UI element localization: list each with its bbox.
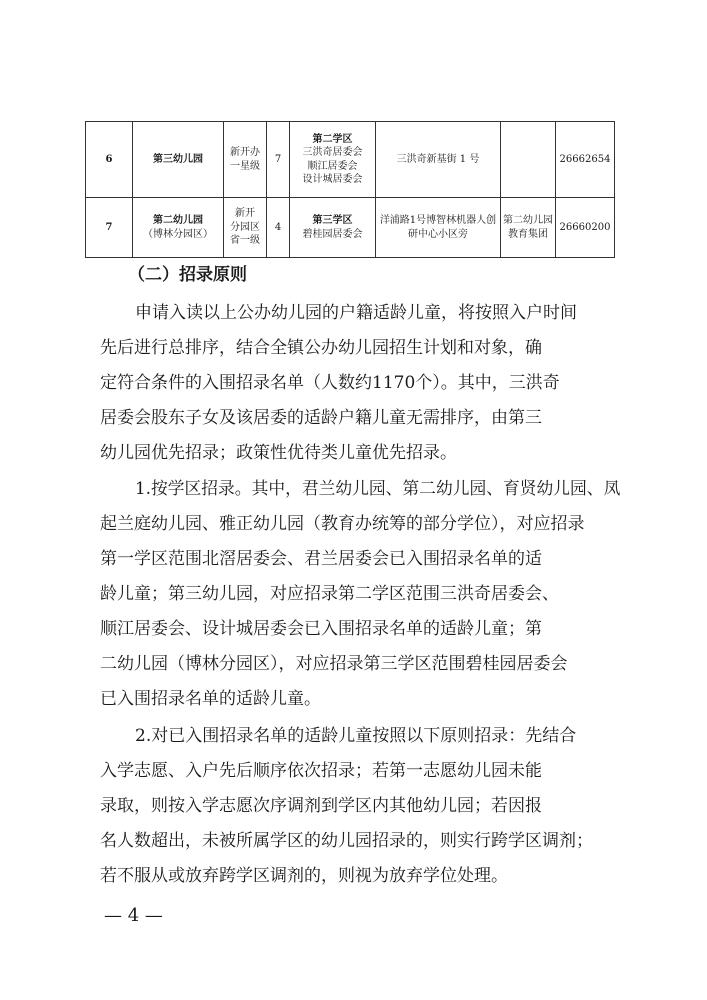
organization: 第二幼儿园 教育集团 <box>501 198 556 258</box>
phone-number: 26660200 <box>556 198 615 258</box>
section-heading: （二）招录原则 <box>128 265 247 285</box>
paragraph-line: 入学志愿、入户先后顺序依次招录；若第一志愿幼儿园未能 <box>100 761 542 781</box>
class-count: 4 <box>267 198 290 258</box>
address: 三洪奇新基街 1 号 <box>376 122 501 198</box>
organization <box>501 122 556 198</box>
grade-level: 新开 分园区 省一级 <box>224 198 267 258</box>
school-zone: 第二学区 三洪奇居委会 顺江居委会 设计城居委会 <box>290 122 376 198</box>
school-zone: 第三学区 碧桂园居委会 <box>290 198 376 258</box>
paragraph-line: 已入围招录名单的适龄儿童。 <box>100 689 321 709</box>
row-number: 7 <box>86 198 133 258</box>
paragraph-line: 顺江居委会、设计城居委会已入围招录名单的适龄儿童；第 <box>100 619 542 639</box>
paragraph-line: 1.按学区招录。其中，君兰幼儿园、第二幼儿园、育贤幼儿园、凤 <box>135 479 621 499</box>
table-row <box>86 198 615 258</box>
paragraph-line: 录取，则按入学志愿次序调剂到学区内其他幼儿园；若因报 <box>100 796 542 816</box>
row-number: 6 <box>86 122 133 198</box>
paragraph-line: 起兰庭幼儿园、雅正幼儿园（教育办统筹的部分学位），对应招录 <box>100 514 585 534</box>
grade-level: 新开办 一星级 <box>224 122 267 198</box>
paragraph-line: 若不服从或放弃跨学区调剂的，则视为放弃学位处理。 <box>100 866 508 886</box>
paragraph-line: 定符合条件的入围招录名单（人数约1170个）。其中，三洪奇 <box>100 373 560 393</box>
paragraph-line: 名人数超出，未被所属学区的幼儿园招录的，则实行跨学区调剂； <box>100 831 593 851</box>
page-number: — 4 — <box>104 905 163 926</box>
paragraph-line: 第一学区范围北滘居委会、君兰居委会已入围招录名单的适 <box>100 549 542 569</box>
paragraph-line: 申请入读以上公办幼儿园的户籍适龄儿童，将按照入户时间 <box>135 303 577 323</box>
class-count: 7 <box>267 122 290 198</box>
address: 洋浦路1号博智林机器人创 研中心小区旁 <box>376 198 501 258</box>
paragraph-line: 居委会股东子女及该居委的适龄户籍儿童无需排序，由第三 <box>100 408 542 428</box>
kindergarten-name: 第二幼儿园 （博林分园区） <box>133 198 224 258</box>
phone-number: 26662654 <box>556 122 615 198</box>
paragraph-line: 2.对已入围招录名单的适龄儿童按照以下原则招录：先结合 <box>135 726 577 746</box>
kindergarten-name: 第三幼儿园 <box>133 122 224 198</box>
paragraph-line: 二幼儿园（博林分园区），对应招录第三学区范围碧桂园居委会 <box>100 654 568 674</box>
paragraph-line: 先后进行总排序，结合全镇公办幼儿园招生计划和对象，确 <box>100 338 542 358</box>
kindergarten-table <box>85 121 615 258</box>
paragraph-line: 龄儿童；第三幼儿园，对应招录第二学区范围三洪奇居委会、 <box>100 584 559 604</box>
paragraph-line: 幼儿园优先招录；政策性优待类儿童优先招录。 <box>100 443 457 463</box>
table-row <box>86 122 615 198</box>
